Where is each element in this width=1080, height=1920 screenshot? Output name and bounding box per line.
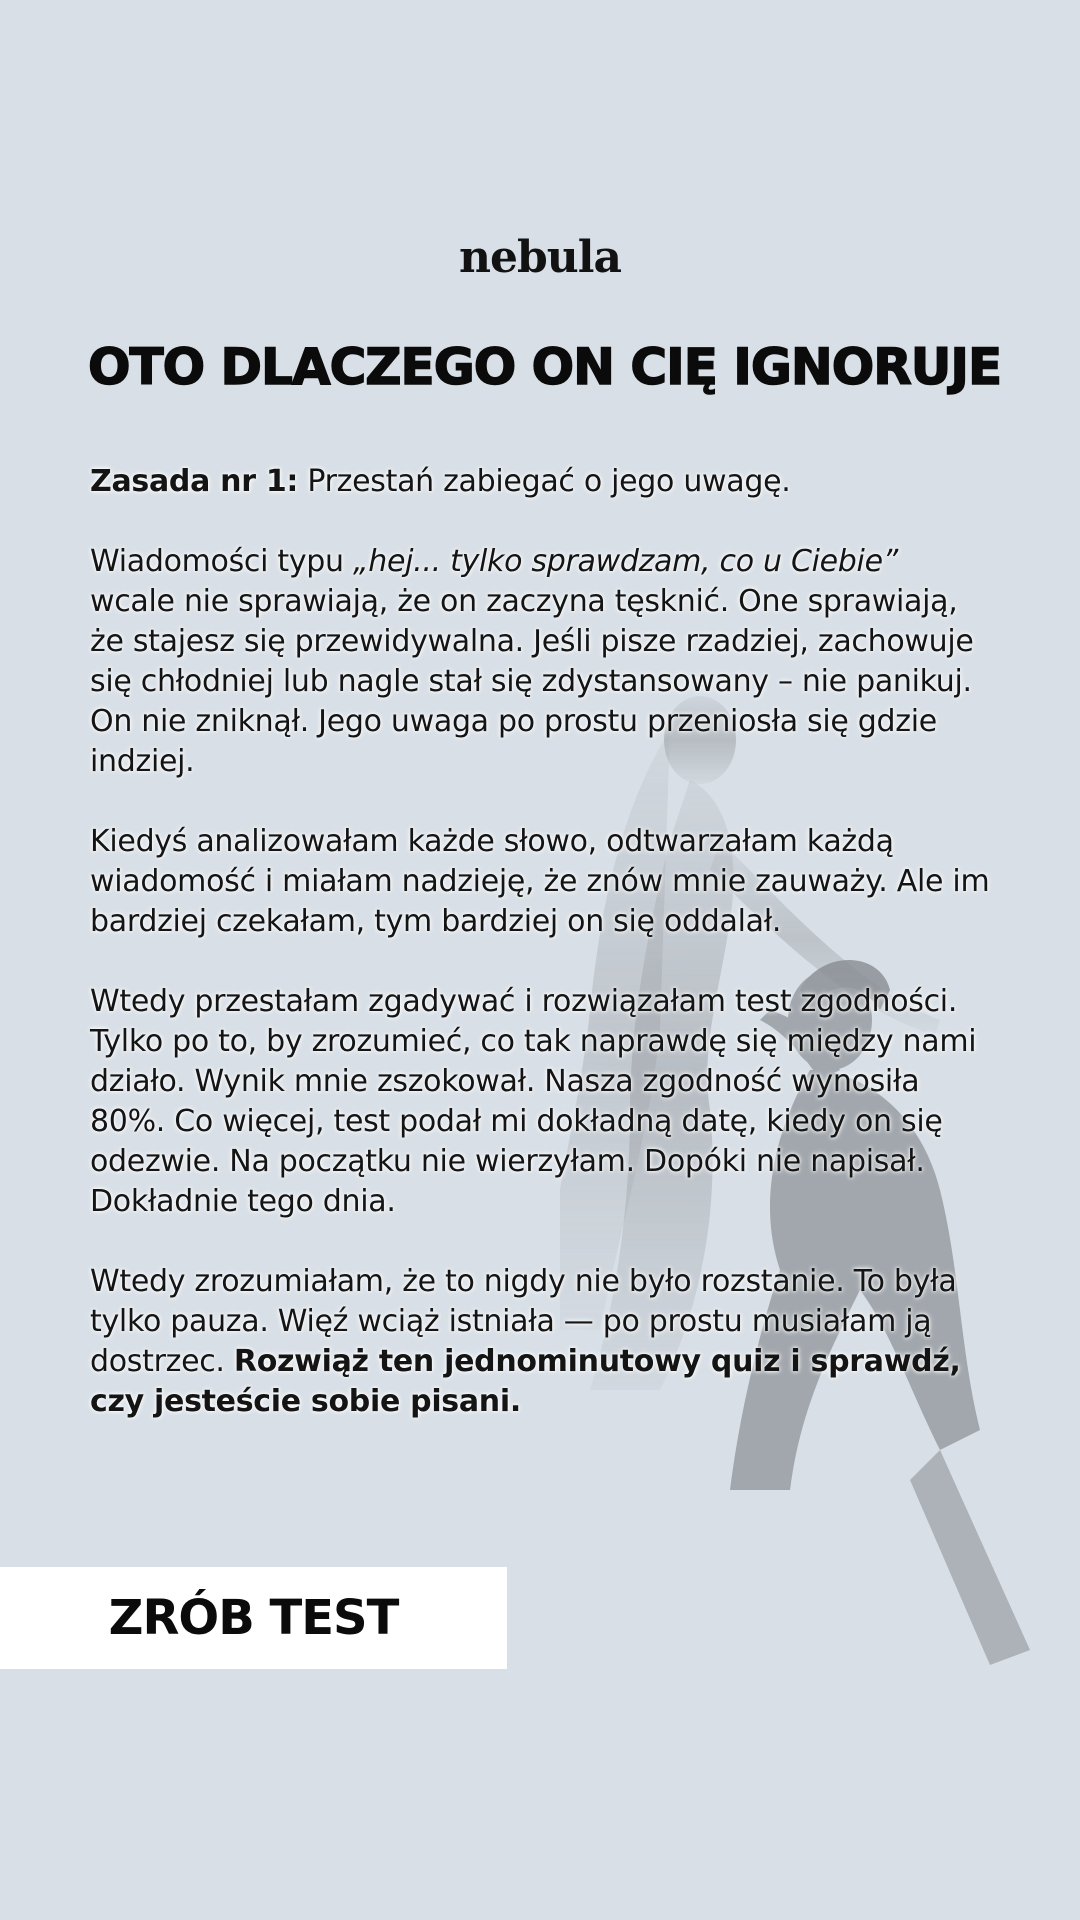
article-body — [90, 462, 990, 1462]
paragraph-conclusion — [90, 1262, 990, 1422]
paragraph-analyzing: Kiedyś analizowałam każde słowo, odtwarzałam każdą wiadomość i miałam nadzieję, że znów mnie zauważy. Ale im bardziej czekałam, tym bardziej on się oddalał. — [90, 824, 990, 939]
rule-text: Przestań zabiegać o jego uwagę. — [298, 464, 791, 499]
paragraph-test: Wtedy przestałam zgadywać i rozwiązałam test zgodności. Tylko po to, by zrozumieć, co tak naprawdę się między nami działo. Wynik mnie zszokował. Nasza zgodność wynosiła 80%. Co więcej, test podał mi dokładną datę, kiedy on się odezwie. Na początku nie wierzyłam. Dopóki nie napisał. Dokładnie tego dnia. — [90, 984, 977, 1219]
nebula-logo: nebula — [459, 232, 621, 283]
paragraph-messages-rest: wcale nie sprawiają, że on zaczyna tęsknić. One sprawiają, że stajesz się przewidywalna. Jeśli pisze rzadziej, zachowuje się chłodniej lub nagle stał się zdystansowany – nie panikuj. On nie zniknął. Jego uwaga po prostu przeniosła się gdzie indziej. — [90, 584, 974, 779]
inline-call-to-action: Rozwiąż ten jednominutowy quiz i sprawdź, czy jesteście sobie pisani. — [90, 1344, 961, 1419]
take-test-button-label: ZRÓB TEST — [108, 1590, 399, 1646]
paragraph-messages — [90, 542, 990, 782]
rule-label: Zasada nr 1: — [90, 464, 299, 499]
rule-paragraph — [90, 462, 990, 502]
quoted-message: „hej... tylko sprawdzam, co u Ciebie” — [353, 544, 898, 579]
paragraph-messages-lead: Wiadomości typu — [90, 544, 354, 579]
page-title: OTO DLACZEGO ON CIĘ IGNORUJE — [88, 338, 1002, 396]
take-test-button[interactable] — [0, 1567, 507, 1669]
paragraph-conclusion-text: Wtedy zrozumiałam, że to nigdy nie było rozstanie. To była tylko pauza. Więź wciąż istniała — po prostu musiałam ją dostrzec. — [90, 1264, 957, 1379]
